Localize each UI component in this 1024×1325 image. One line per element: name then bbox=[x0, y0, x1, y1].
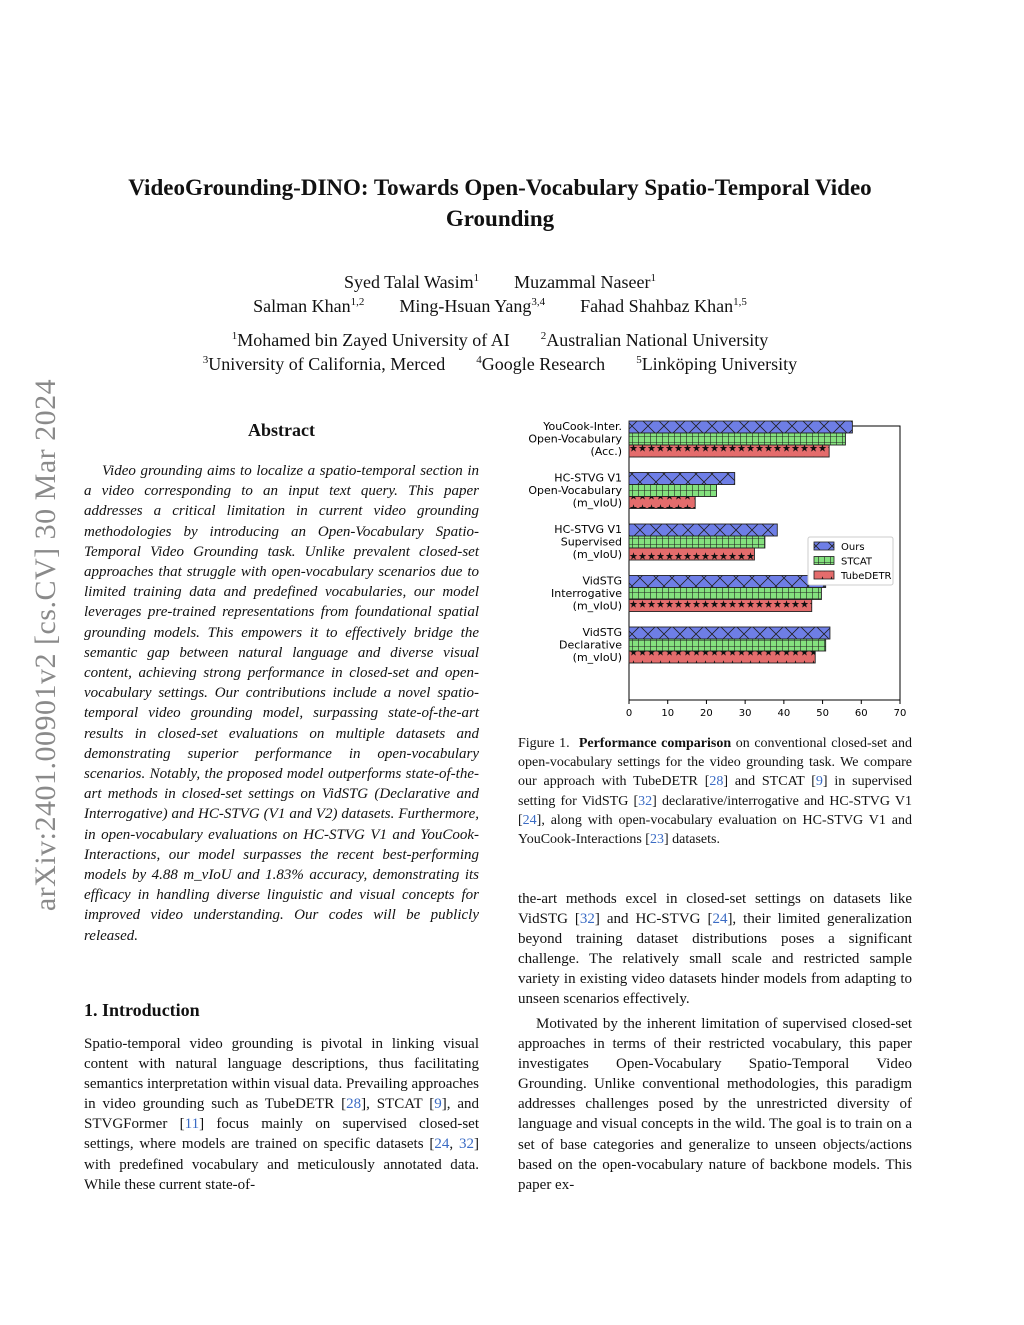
affiliation-name: University of California, Merced bbox=[208, 354, 446, 374]
bar-hatch-ours-3 bbox=[629, 576, 826, 588]
author-affiliation-mark: 1,5 bbox=[733, 296, 747, 308]
y-tick-label: Declarative bbox=[559, 638, 622, 652]
x-tick-label: 70 bbox=[893, 708, 907, 718]
arxiv-side-stamp bbox=[24, 350, 68, 940]
legend-swatch-hatch bbox=[814, 571, 834, 579]
x-tick-label: 10 bbox=[661, 708, 675, 718]
citation-link[interactable]: 23 bbox=[649, 832, 664, 848]
x-tick-label: 20 bbox=[700, 708, 713, 718]
figure-label: Figure 1. bbox=[518, 736, 570, 751]
legend-label-tubedetr: TubeDETR bbox=[841, 571, 892, 582]
figure-caption-bold: Performance comparison bbox=[578, 736, 732, 751]
author-affiliation-mark: 1 bbox=[473, 272, 480, 284]
author-affiliation-mark: 1 bbox=[650, 272, 657, 284]
figure-1-chart bbox=[512, 418, 912, 718]
bar-hatch-tubedetr-0 bbox=[629, 445, 829, 457]
affiliation-line-1 bbox=[100, 328, 900, 352]
author-name: Syed Talal Wasim bbox=[343, 272, 474, 292]
bar-hatch-tubedetr-4 bbox=[629, 651, 815, 663]
affiliation-number: 2 bbox=[540, 330, 547, 342]
intro-paragraph-1: Spatio-temporal video grounding is pivotal in linking visual content with natural language descriptions, thus facilitating semantics interpretation within visual data. Prevailing approaches in video grounding such as TubeDETR [28], STCAT [9], and STVGFormer [11] focus mainly on supervised closed-set settings, where models are trained on specific datasets [24, 32] with predefined vocabulary and meticulously annotated data. While these current state-of- bbox=[84, 1036, 480, 1193]
citation-link[interactable]: 32 bbox=[459, 1136, 475, 1153]
legend-swatch-hatch bbox=[814, 542, 834, 550]
author-line-1 bbox=[100, 270, 900, 294]
affiliation-number: 1 bbox=[231, 330, 238, 342]
y-tick-label: HC-STVG V1 bbox=[554, 471, 622, 485]
author-name: Muzammal Naseer bbox=[514, 272, 651, 292]
bar-hatch-stcat-4 bbox=[629, 639, 826, 651]
paper-title: VideoGrounding-DINO: Towards Open-Vocabulary Spatio-Temporal Video Grounding bbox=[128, 175, 872, 231]
bar-hatch-tubedetr-2 bbox=[629, 548, 754, 560]
author-name: Fahad Shahbaz Khan bbox=[580, 296, 734, 316]
citation-link[interactable]: 32 bbox=[638, 793, 653, 809]
author-name: Salman Khan bbox=[253, 296, 351, 316]
bar-hatch-ours-4 bbox=[629, 627, 830, 639]
legend-swatch-hatch bbox=[814, 557, 834, 565]
bar-hatch-stcat-1 bbox=[629, 485, 716, 497]
right-paragraph-1: the-art methods excel in closed-set settings on datasets like VidSTG [32] and HC-STVG [24], their limited generalization beyond training dataset distributions poses a significant challenge. The relatively small scale and restricted sample variety in existing video datasets hinder models from adapting to unseen scenarios effectively. bbox=[518, 891, 912, 1008]
citation-link[interactable]: 24 bbox=[712, 911, 728, 928]
citation-link[interactable]: 28 bbox=[709, 774, 724, 790]
y-tick-label: Open-Vocabulary bbox=[528, 484, 622, 497]
bar-hatch-stcat-3 bbox=[629, 588, 821, 600]
y-tick-label: Open-Vocabulary bbox=[528, 432, 622, 446]
citation-link[interactable]: 11 bbox=[184, 1116, 200, 1133]
y-tick-label: (m_vIoU) bbox=[572, 548, 622, 561]
arxiv-identifier: arXiv:2401.00901v2 [cs.CV] 30 Mar 2024 bbox=[29, 378, 62, 912]
bar-hatch-tubedetr-3 bbox=[629, 600, 812, 612]
bar-hatch-ours-2 bbox=[629, 524, 777, 536]
right-paragraph-2: Motivated by the inherent limitation of supervised closed-set approaches in terms of their restricted vocabulary, this paper investigates Open-Vocabulary Spatio-Temporal Video Grounding. Unlike conventional methodologies, this paradigm addresses challenges posed by the unrestricted diversity of language and visual concepts in the wild. The goal is to train on a set of base categories and generalize to unseen objects/actions based on the open-vocabulary nature of backbone models. This paper ex- bbox=[518, 1016, 912, 1193]
y-tick-label: HC-STVG V1 bbox=[554, 523, 622, 536]
affiliation-name: Mohamed bin Zayed University of AI bbox=[237, 330, 510, 350]
affiliation-name: Linköping University bbox=[641, 354, 798, 374]
y-tick-label: (m_vIoU) bbox=[572, 599, 622, 613]
citation-link[interactable]: 28 bbox=[346, 1096, 362, 1113]
citation-link[interactable]: 9 bbox=[434, 1096, 442, 1113]
affiliation-number: 3 bbox=[202, 354, 209, 366]
x-tick-label: 50 bbox=[816, 708, 829, 718]
y-tick-label: (m_vIoU) bbox=[572, 651, 622, 664]
affiliation-list bbox=[100, 328, 900, 376]
affiliation-name: Google Research bbox=[481, 354, 606, 374]
abstract-heading: Abstract bbox=[248, 420, 315, 440]
citation-link[interactable]: 9 bbox=[815, 774, 823, 790]
y-tick-label: Supervised bbox=[560, 535, 622, 549]
bar-hatch-stcat-0 bbox=[629, 433, 845, 445]
performance-bar-chart bbox=[512, 418, 912, 718]
x-tick-label: 0 bbox=[625, 708, 633, 718]
citation-link[interactable]: 32 bbox=[579, 911, 595, 928]
y-tick-label: Interrogative bbox=[550, 587, 622, 600]
x-tick-label: 30 bbox=[738, 708, 752, 718]
citation-link[interactable]: 24 bbox=[522, 812, 537, 828]
y-tick-label: YouCook-Inter. bbox=[543, 420, 622, 433]
y-tick-label: (m_vIoU) bbox=[572, 496, 622, 510]
affiliation-name: Australian National University bbox=[546, 330, 769, 350]
y-tick-label: VidSTG bbox=[582, 574, 622, 588]
figure-1-caption bbox=[518, 734, 912, 849]
section-heading-introduction: 1. Introduction bbox=[84, 1000, 200, 1020]
bar-hatch-tubedetr-1 bbox=[629, 497, 695, 509]
bar-hatch-ours-0 bbox=[629, 421, 852, 433]
author-list bbox=[100, 270, 900, 318]
bar-hatch-stcat-2 bbox=[629, 536, 765, 548]
y-tick-label: VidSTG bbox=[582, 626, 622, 639]
legend-label-ours: Ours bbox=[841, 542, 865, 553]
affiliation-number: 4 bbox=[476, 354, 482, 366]
y-tick-label: (Acc.) bbox=[590, 445, 622, 458]
author-affiliation-mark: 1,2 bbox=[350, 296, 365, 308]
bar-hatch-ours-1 bbox=[629, 473, 735, 485]
author-name: Ming-Hsuan Yang bbox=[399, 296, 532, 316]
figure-caption-body: on conventional closed-set and open-vocabulary settings for the video grounding task. We compare our approach with TubeDETR [28] and STCAT [9] in supervised setting for VidSTG [32] declarative/interrogative and HC-STVG V1 [24], along with open-vocabulary evaluation on HC-STVG V1 and YouCook-Interactions [23] datasets. bbox=[518, 736, 913, 848]
x-tick-label: 60 bbox=[854, 708, 868, 718]
x-tick-label: 40 bbox=[777, 708, 791, 718]
abstract-text: Video grounding aims to localize a spatio-temporal section in a video corresponding to an input text query. This paper addresses a critical limitation in current video grounding methodologies by introducing an Open-Vocabulary Spatio-Temporal Video Grounding task. Unlike prevalent closed-set approaches that struggle with open-vocabulary scenarios due to limited training data and predefined vocabularies, our model leverages pre-trained representations from foundational spatial grounding models. This empowers it to effectively bridge the semantic gap between natural language and diverse visual content, achieving strong performance in closed-set and open-vocabulary settings. Our contributions include a novel spatio-temporal video grounding model, surpassing state-of-the-art results in closed-set evaluations on multiple datasets and demonstrating superior performance in open-vocabulary scenarios. Notably, the proposed model outperforms state-of-the-art methods in closed-set settings on VidSTG (Declarative and Interrogative) and HC-STVG (V1 and V2) datasets. Furthermore, in open-vocabulary evaluations on HC-STVG V1 and YouCook-Interactions, our model surpasses the recent best-performing models by 4.88 m_vIoU and 1.83% accuracy, demonstrating its efficacy in handling diverse linguistic and visual concepts for improved video understanding. Our codes will be publicly released. bbox=[84, 463, 479, 944]
citation-link[interactable]: 24 bbox=[434, 1136, 450, 1153]
author-affiliation-mark: 3,4 bbox=[531, 296, 546, 308]
author-line-2 bbox=[100, 294, 900, 318]
legend-label-stcat: STCAT bbox=[841, 556, 873, 568]
affiliation-line-2 bbox=[100, 352, 900, 376]
affiliation-number: 5 bbox=[636, 354, 642, 366]
